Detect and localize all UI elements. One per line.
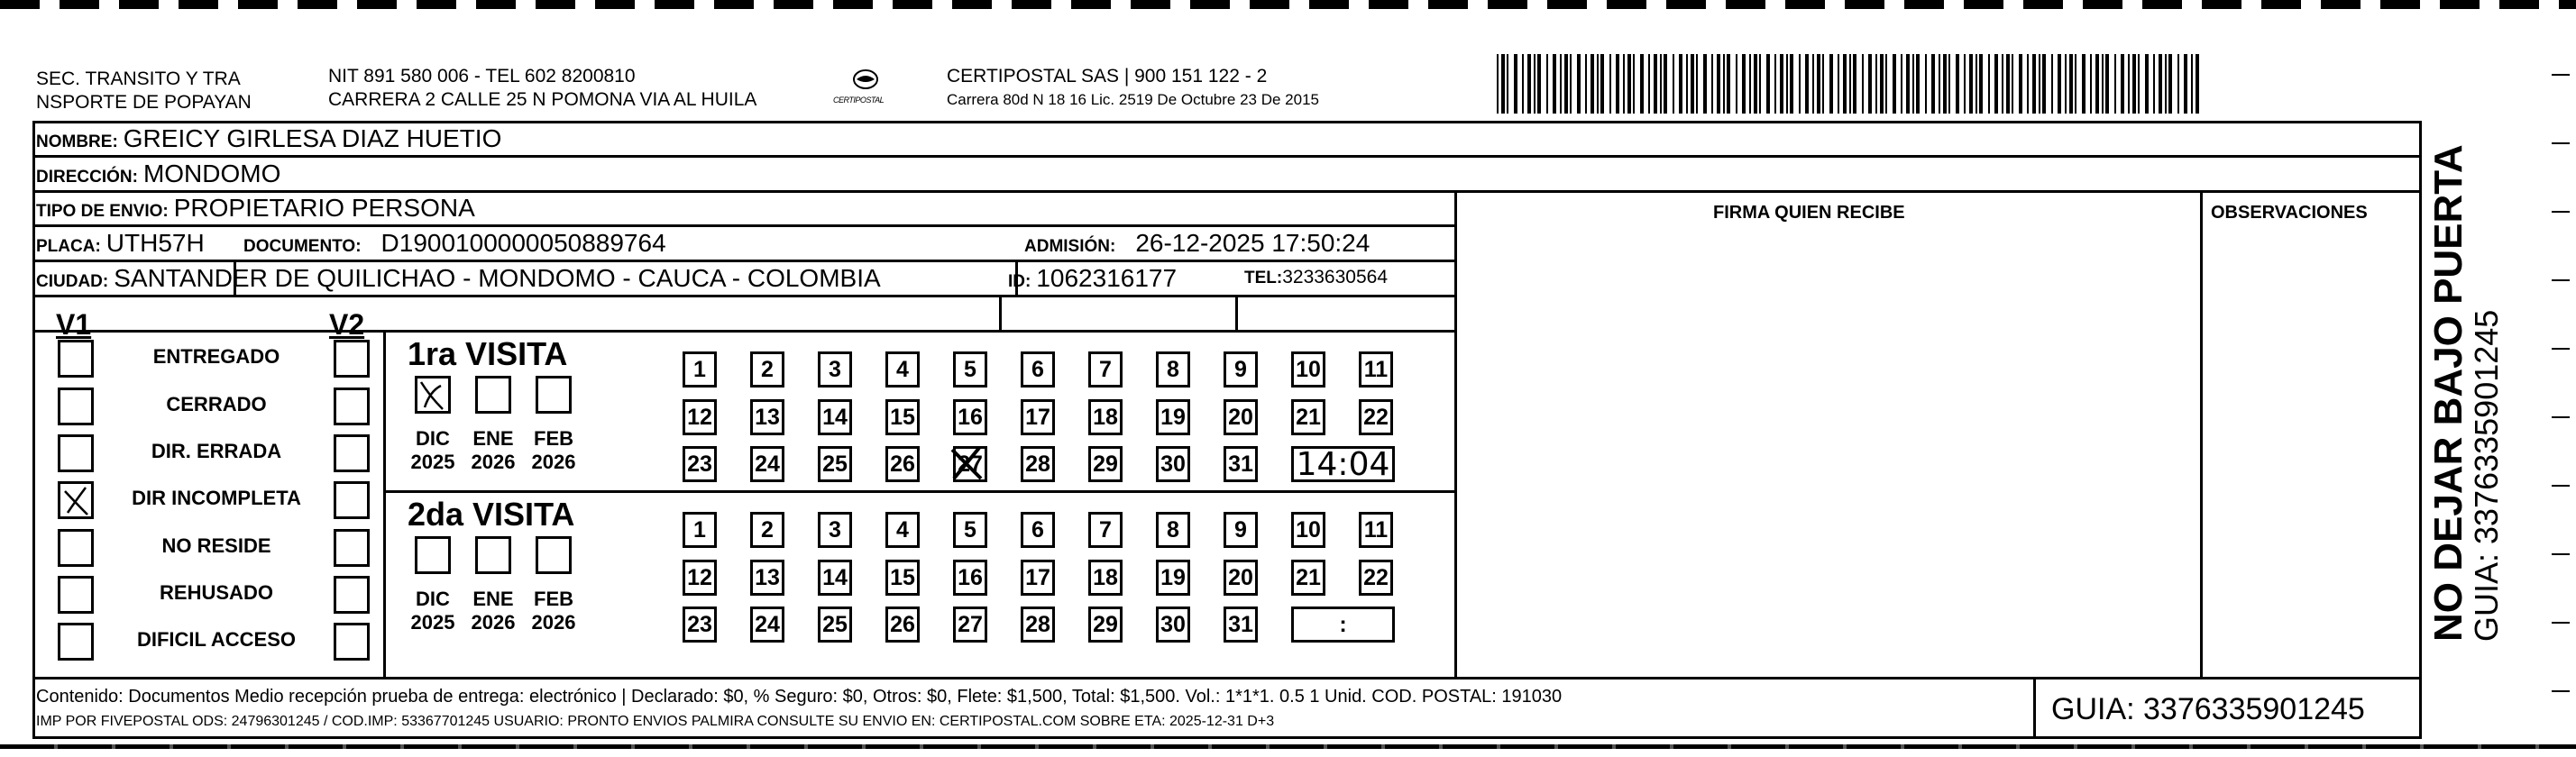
barcode-bar	[1507, 54, 1508, 114]
day-box[interactable]: 26	[885, 607, 920, 643]
barcode-bar	[1786, 54, 1788, 114]
divider	[32, 190, 2422, 193]
day-box[interactable]: 17	[1021, 560, 1055, 596]
barcode-bar	[2032, 54, 2036, 114]
day-box[interactable]: 25	[818, 607, 852, 643]
barcode-bar	[2095, 54, 2099, 114]
barcode-bar	[1829, 54, 1833, 114]
barcode-bar	[1664, 54, 1667, 114]
divider	[32, 260, 1457, 262]
v1-header: V1	[56, 308, 92, 341]
barcode-bar	[1501, 54, 1505, 114]
tel-label: TEL:	[1244, 269, 1283, 287]
day-box[interactable]: 12	[683, 560, 717, 596]
barcode-bar	[1754, 54, 1757, 114]
day-box[interactable]: 18	[1088, 399, 1123, 435]
barcode-bar	[1727, 54, 1730, 114]
direccion-label: DIRECCIÓN:	[36, 168, 138, 187]
barcode-bar	[1799, 54, 1801, 114]
month-name: DIC	[416, 588, 450, 610]
day-box[interactable]: 29	[1088, 446, 1123, 482]
v1-checkbox[interactable]	[58, 623, 94, 661]
ciudad-value: SANTANDER DE QUILICHAO - MONDOMO - CAUCA - COLOMBIA	[114, 264, 881, 292]
day-box[interactable]: 30	[1156, 607, 1190, 643]
x-mark-icon	[417, 378, 448, 411]
day-box[interactable]: 8	[1156, 512, 1190, 548]
day-box[interactable]: 14	[818, 399, 852, 435]
barcode-bar	[1609, 54, 1611, 114]
barcode-bar	[1838, 54, 1839, 114]
day-box[interactable]: 7	[1088, 351, 1123, 388]
barcode-bar	[1514, 54, 1517, 114]
day-box[interactable]: 2	[750, 512, 784, 548]
day-box[interactable]: 9	[1224, 351, 1258, 388]
id-label: ID:	[1008, 272, 1031, 291]
day-box[interactable]: 10	[1291, 512, 1325, 548]
v2-checkbox[interactable]	[334, 340, 370, 378]
barcode-bar	[1790, 54, 1793, 114]
barcode-bar	[1742, 54, 1746, 114]
footer-line-2: IMP POR FIVEPOSTAL ODS: 24796301245 / COD.IMP: 53367701245 USUARIO: PRONTO ENVIOS PALMIRA CONSULTE SU ENVIO EN: CERTIPOSTAL.COM SOBRE ETA: 2025-12-31 D+3	[36, 714, 1275, 729]
day-box[interactable]: 22	[1359, 399, 1393, 435]
day-box[interactable]: 21	[1291, 560, 1325, 596]
day-box[interactable]: 29	[1088, 607, 1123, 643]
barcode-bar	[1759, 54, 1761, 114]
barcode-bar	[1703, 54, 1707, 114]
ciudad-label: CIUDAD:	[36, 272, 109, 291]
barcode-bar	[1766, 54, 1770, 114]
visit-title: 1ra VISITA	[408, 335, 568, 372]
month-name: FEB	[534, 588, 573, 610]
placa-value: UTH57H	[105, 229, 205, 257]
day-box[interactable]: 7	[1088, 512, 1123, 548]
barcode-bar	[1736, 54, 1737, 114]
divider	[32, 330, 1457, 333]
status-label: DIFICIL ACCESO	[136, 628, 296, 651]
barcode-bar	[1640, 54, 1644, 114]
barcode-bar	[2082, 54, 2086, 114]
nombre-label: NOMBRE:	[36, 132, 118, 151]
day-box[interactable]: 30	[1156, 446, 1190, 482]
divider	[2033, 677, 2036, 739]
nit-line-1: NIT 891 580 006 - TEL 602 8200810	[328, 66, 636, 87]
nit-block	[328, 65, 756, 112]
barcode-bar	[2090, 54, 2092, 114]
barcode-bar	[2153, 54, 2155, 114]
barcode-bar	[2132, 54, 2136, 114]
barcode-bar	[1623, 54, 1625, 114]
barcode-bar	[1654, 54, 1657, 114]
tipo-envio-value: PROPIETARIO PERSONA	[173, 194, 475, 222]
top-perforation	[0, 0, 2576, 9]
day-box[interactable]: 19	[1156, 399, 1190, 435]
barcode-bar	[2102, 54, 2104, 114]
day-box[interactable]: 17	[1021, 399, 1055, 435]
day-box[interactable]: 4	[885, 351, 920, 388]
divider	[32, 295, 1457, 297]
placa-row	[36, 229, 205, 258]
v2-checkbox[interactable]	[334, 576, 370, 614]
barcode-bar	[1711, 54, 1713, 114]
status-label: REHUSADO	[160, 581, 273, 604]
day-box[interactable]: 26	[885, 446, 920, 482]
barcode-bar	[2191, 54, 2193, 114]
day-box[interactable]: 6	[1021, 512, 1055, 548]
day-box[interactable]: 31	[1224, 446, 1258, 482]
barcode-bar	[2042, 54, 2046, 114]
barcode-bar	[2006, 54, 2010, 114]
month-label	[406, 588, 460, 634]
day-box[interactable]: 1	[683, 512, 717, 548]
month-name: ENE	[472, 588, 514, 610]
status-label: DIR. ERRADA	[151, 440, 282, 462]
day-box[interactable]: 6	[1021, 351, 1055, 388]
day-box[interactable]: 20	[1224, 560, 1258, 596]
barcode-bar	[1868, 54, 1872, 114]
barcode-bar	[1880, 54, 1884, 114]
barcode-bar	[1585, 54, 1587, 114]
barcode-bar	[1696, 54, 1698, 114]
barcode-bar	[1948, 54, 1950, 114]
barcode-bar	[1906, 54, 1910, 114]
divider	[383, 330, 386, 678]
day-box[interactable]: 9	[1224, 512, 1258, 548]
barcode-bar	[1943, 54, 1947, 114]
barcode-bar	[2019, 54, 2022, 114]
month-name: DIC	[416, 427, 450, 450]
v2-header: V2	[329, 308, 365, 341]
month-name: ENE	[472, 427, 514, 450]
firma-header: FIRMA QUIEN RECIBE	[1713, 203, 1905, 223]
company-line-2: Carrera 80d N 18 16 Lic. 2519 De Octubre 23 De 2015	[947, 91, 1319, 108]
month-checkbox[interactable]	[415, 536, 451, 574]
month-label	[406, 427, 460, 474]
day-box[interactable]: 8	[1156, 351, 1190, 388]
barcode-bar	[1591, 54, 1594, 114]
barcode-bar	[2138, 54, 2140, 114]
day-box[interactable]: 5	[953, 512, 987, 548]
documento-row	[243, 229, 666, 258]
no-dejar-bajo-puerta: NO DEJAR BAJO PUERTA	[2426, 144, 2471, 642]
time-box[interactable]: :	[1291, 607, 1395, 643]
tipo-envio-row	[36, 194, 475, 223]
sender-line-1: SEC. TRANSITO Y TRA	[36, 68, 241, 89]
barcode-bar	[1597, 54, 1599, 114]
month-label	[527, 427, 581, 474]
v1-checkbox[interactable]	[58, 576, 94, 614]
documento-label: DOCUMENTO:	[243, 237, 362, 256]
barcode-bar	[2069, 54, 2073, 114]
day-box[interactable]: 3	[818, 351, 852, 388]
v1-checkbox[interactable]	[58, 340, 94, 378]
day-box[interactable]: 24	[750, 446, 784, 482]
month-year: 2025	[410, 451, 455, 473]
day-box[interactable]: 27	[953, 607, 987, 643]
placa-label: PLACA:	[36, 237, 101, 256]
divider	[999, 295, 1002, 332]
day-box[interactable]: 23	[683, 607, 717, 643]
divider	[1454, 190, 1457, 679]
day-box[interactable]: 15	[885, 560, 920, 596]
day-box[interactable]: 11	[1359, 512, 1393, 548]
barcode-bar	[2027, 54, 2029, 114]
company-line-1: CERTIPOSTAL SAS | 900 151 122 - 2	[947, 66, 1268, 87]
documento-value: D1900100000050889764	[380, 229, 666, 257]
month-checkbox[interactable]	[475, 376, 511, 414]
month-label	[466, 427, 520, 474]
barcode-bar	[1774, 54, 1776, 114]
barcode-bar	[1979, 54, 1983, 114]
barcode-bar	[2039, 54, 2040, 114]
sender-line-2: NSPORTE DE POPAYAN	[36, 92, 252, 113]
status-label: CERRADO	[166, 393, 267, 415]
right-perforation	[2552, 18, 2570, 739]
barcode-bar	[2114, 54, 2116, 114]
day-box[interactable]: 10	[1291, 351, 1325, 388]
visit-title: 2da VISITA	[408, 496, 575, 533]
barcode-bar	[1849, 54, 1851, 114]
side-text	[2428, 144, 2504, 642]
footer-line-1: Contenido: Documentos Medio recepción prueba de entrega: electrónico | Declarado: $0, % Seguro: $0, Otros: $0, Flete: $1,500, Total: $1,500. Vol.: 1*1*1. 0.5 1 Unid. COD. POSTAL: 191030	[36, 687, 1563, 707]
barcode-bar	[1862, 54, 1864, 114]
month-year: 2026	[531, 451, 576, 473]
barcode-bar	[1537, 54, 1541, 114]
admision-value: 26-12-2025 17:50:24	[1135, 229, 1371, 257]
status-label: ENTREGADO	[152, 345, 280, 368]
footer-guia: GUIA: 3376335901245	[2051, 692, 2365, 726]
barcode-bar	[1964, 54, 1966, 114]
day-box[interactable]: 25	[818, 446, 852, 482]
barcode-bar	[1627, 54, 1631, 114]
month-checkbox[interactable]	[415, 376, 451, 414]
day-box[interactable]: 31	[1224, 607, 1258, 643]
v1-checkbox[interactable]	[58, 434, 94, 472]
month-year: 2026	[471, 611, 516, 634]
side-guia: GUIA: 3376335901245	[2468, 309, 2505, 642]
v2-checkbox[interactable]	[334, 388, 370, 425]
barcode-bar	[1780, 54, 1783, 114]
sender-block	[36, 68, 252, 114]
barcode-bar	[1564, 54, 1568, 114]
day-box[interactable]: 13	[750, 560, 784, 596]
day-box[interactable]: 4	[885, 512, 920, 548]
nombre-value: GREICY GIRLESA DIAZ HUETIO	[123, 124, 502, 152]
day-number: 27	[958, 451, 983, 478]
day-box[interactable]: 16	[953, 399, 987, 435]
nombre-row	[36, 124, 501, 153]
barcode-bar	[1749, 54, 1751, 114]
month-name: FEB	[534, 427, 573, 450]
day-box[interactable]: 18	[1088, 560, 1123, 596]
barcode-bar	[2105, 54, 2109, 114]
barcode-bar	[2075, 54, 2076, 114]
barcode-bar	[1600, 54, 1604, 114]
barcode-bar	[2159, 54, 2162, 114]
barcode-bar	[1843, 54, 1847, 114]
day-box[interactable]: 13	[750, 399, 784, 435]
barcode-bar	[1916, 54, 1920, 114]
bottom-edge	[0, 744, 2576, 749]
barcode-bar	[1546, 54, 1548, 114]
barcode-bar	[1534, 54, 1536, 114]
barcode-bar	[2145, 54, 2149, 114]
barcode-bar	[1560, 54, 1562, 114]
barcode-bar	[1901, 54, 1902, 114]
month-label	[527, 588, 581, 634]
divider	[1235, 295, 1238, 332]
barcode-bar	[1691, 54, 1694, 114]
day-box[interactable]: 20	[1224, 399, 1258, 435]
barcode-bar	[1976, 54, 1977, 114]
logo-text: CERTIPOSTAL	[833, 96, 885, 105]
direccion-value: MONDOMO	[142, 160, 281, 187]
barcode-bar	[2012, 54, 2013, 114]
barcode-bar	[1570, 54, 1572, 114]
admision-label: ADMISIÓN:	[1024, 237, 1116, 256]
barcode-bar	[1925, 54, 1927, 114]
tel-value: 3233630564	[1282, 267, 1389, 287]
barcode-bar	[1723, 54, 1725, 114]
barcode-bar	[1812, 54, 1814, 114]
admision-row	[1024, 229, 1370, 258]
company-block	[947, 65, 1319, 112]
day-box[interactable]: 11	[1359, 351, 1393, 388]
barcode-bar	[1822, 54, 1824, 114]
day-box[interactable]: 15	[885, 399, 920, 435]
barcode-bar	[1679, 54, 1682, 114]
barcode-bar	[2168, 54, 2172, 114]
barcode-bar	[2177, 54, 2179, 114]
divider	[2200, 190, 2203, 679]
barcode-bar	[1988, 54, 1990, 114]
barcode-bar	[1616, 54, 1619, 114]
status-label: DIR INCOMPLETA	[132, 487, 301, 509]
time-box[interactable]: 14:04	[1291, 446, 1395, 482]
day-box[interactable]: 28	[1021, 446, 1055, 482]
ciudad-row	[36, 264, 881, 293]
barcode-bar	[2051, 54, 2053, 114]
v1-checkbox[interactable]	[58, 388, 94, 425]
barcode-bar	[1912, 54, 1914, 114]
barcode-bar	[2165, 54, 2167, 114]
x-mark-icon	[60, 484, 91, 516]
barcode-bar	[1817, 54, 1820, 114]
divider	[32, 224, 1457, 227]
barcode	[1497, 54, 2200, 114]
direccion-row	[36, 160, 280, 188]
day-box[interactable]: 2	[750, 351, 784, 388]
v2-checkbox[interactable]	[334, 434, 370, 472]
divider	[32, 155, 2422, 158]
v2-checkbox[interactable]	[334, 481, 370, 519]
v2-checkbox[interactable]	[334, 623, 370, 661]
v2-checkbox[interactable]	[334, 529, 370, 567]
barcode-bar	[2002, 54, 2003, 114]
barcode-bar	[1939, 54, 1940, 114]
day-box[interactable]: 14	[818, 560, 852, 596]
month-year: 2025	[410, 611, 455, 634]
barcode-bar	[1527, 54, 1531, 114]
barcode-bar	[1648, 54, 1650, 114]
day-box[interactable]: 1	[683, 351, 717, 388]
barcode-bar	[1497, 54, 1499, 114]
barcode-bar	[1956, 54, 1959, 114]
month-checkbox[interactable]	[536, 376, 572, 414]
observaciones-header: OBSERVACIONES	[2211, 203, 2368, 223]
day-box[interactable]: 21	[1291, 399, 1325, 435]
id-value: 1062316177	[1036, 264, 1178, 292]
barcode-bar	[1931, 54, 1935, 114]
month-checkbox[interactable]	[536, 536, 572, 574]
day-box[interactable]: 24	[750, 607, 784, 643]
barcode-bar	[1969, 54, 1973, 114]
divider	[32, 677, 2422, 679]
barcode-bar	[1994, 54, 1998, 114]
month-year: 2026	[471, 451, 516, 473]
logo-icon	[830, 67, 902, 112]
barcode-bar	[1875, 54, 1877, 114]
barcode-bar	[2058, 54, 2061, 114]
tipo-envio-label: TIPO DE ENVIO:	[36, 202, 169, 221]
month-year: 2026	[531, 611, 576, 634]
barcode-bar	[1686, 54, 1688, 114]
id-row	[1008, 264, 1177, 293]
tel-row	[1244, 267, 1388, 288]
day-box[interactable]: 16	[953, 560, 987, 596]
day-box[interactable]: 19	[1156, 560, 1190, 596]
barcode-bar	[1805, 54, 1809, 114]
v1-checkbox[interactable]	[58, 529, 94, 567]
barcode-bar	[1853, 54, 1856, 114]
x-mark-icon	[950, 446, 985, 482]
divider	[383, 490, 1456, 493]
v1-checkbox[interactable]	[58, 481, 94, 519]
nit-line-2: CARRERA 2 CALLE 25 N POMONA VIA AL HUILA	[328, 89, 757, 110]
barcode-bar	[1577, 54, 1581, 114]
day-box[interactable]: 28	[1021, 607, 1055, 643]
day-box[interactable]: 3	[818, 512, 852, 548]
barcode-bar	[1893, 54, 1896, 114]
barcode-bar	[1885, 54, 1887, 114]
month-checkbox[interactable]	[475, 536, 511, 574]
barcode-bar	[2121, 54, 2124, 114]
barcode-bar	[1633, 54, 1635, 114]
barcode-bar	[2128, 54, 2130, 114]
barcode-bar	[1717, 54, 1720, 114]
status-label: NO RESIDE	[161, 534, 271, 557]
barcode-bar	[2065, 54, 2067, 114]
barcode-bar	[1673, 54, 1674, 114]
day-box[interactable]: 22	[1359, 560, 1393, 596]
day-box[interactable]	[953, 446, 987, 482]
barcode-bar	[2196, 54, 2199, 114]
month-label	[466, 588, 520, 634]
certipostal-logo	[830, 67, 902, 112]
day-box[interactable]: 5	[953, 351, 987, 388]
day-box[interactable]: 23	[683, 446, 717, 482]
day-box[interactable]: 12	[683, 399, 717, 435]
barcode-bar	[1522, 54, 1524, 114]
barcode-bar	[1553, 54, 1556, 114]
barcode-bar	[1660, 54, 1662, 114]
barcode-bar	[2184, 54, 2187, 114]
